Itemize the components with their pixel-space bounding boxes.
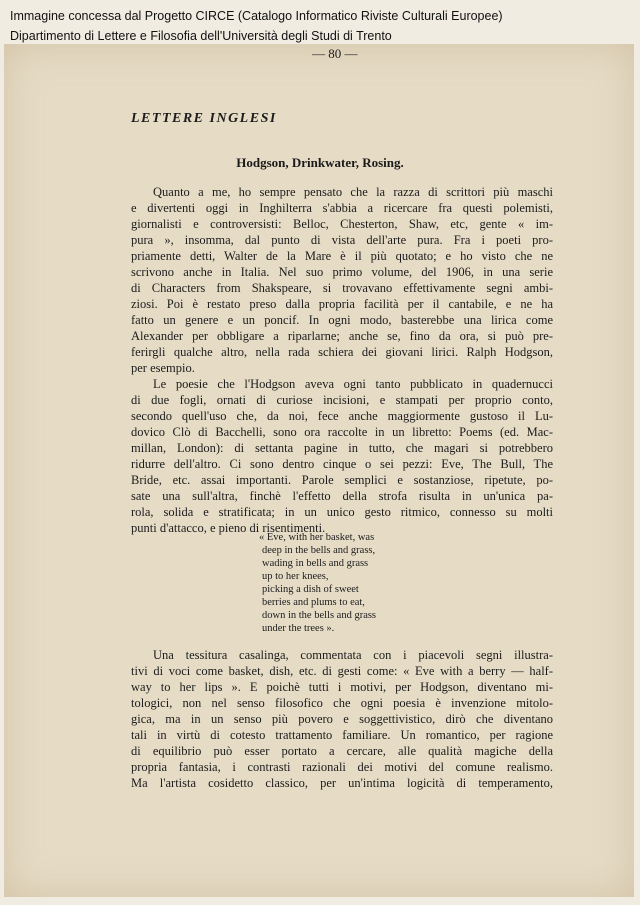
poem-line: « Eve, with her basket, was xyxy=(259,532,375,543)
paragraph-1-line: per esempio. xyxy=(131,361,195,375)
paragraph-1-line: scrivono anche in Italia. Nel suo primo volume, del 1906, in una serie xyxy=(131,265,553,279)
paragraph-2-line: rola, solida e stratificata; in un unico gesto ritmico, connesso su molti xyxy=(131,505,553,519)
paragraph-1-line: fatto un genere e un poncif. In ogni modo, basterebbe una lirica come xyxy=(131,313,553,327)
poem-line: picking a dish of sweet xyxy=(262,584,359,595)
paragraph-3-line: tologici, non nel senso filosofico che ogni poesia è invenzione mitolo- xyxy=(131,696,553,710)
paragraph-3-line: Ma l'artista cosidetto classico, per un'intima logicità di temperamento, xyxy=(131,776,553,790)
poem-line: berries and plums to eat, xyxy=(262,597,365,608)
section-title: LETTERE INGLESI xyxy=(131,111,277,126)
paragraph-1-line: ziosi. Poi è restato preso dalla propria facilità per il cantabile, e ne ha xyxy=(131,297,553,311)
paragraph-2-line: Le poesie che l'Hodgson aveva ogni tanto pubblicato in quadernucci xyxy=(153,377,553,391)
poem-line: under the trees ». xyxy=(262,623,335,634)
paragraph-1-line: Alexander per obbligare a riparlarne; anche se, fino da ora, si può pre- xyxy=(131,329,553,343)
paragraph-1-line: pura », insomma, dal punto di vista dell'arte pura. Fra i poeti pro- xyxy=(131,233,553,247)
poem-line: deep in the bells and grass, xyxy=(262,545,376,556)
paragraph-1-line: di Characters from Shakspeare, si trovavano effettivamente segni ambi- xyxy=(131,281,553,295)
paragraph-2-line: ridurre dell'altro. Ci sono dentro cinque o sei pezzi: Eve, The Bull, The xyxy=(131,457,553,471)
paragraph-1-line: giornalisti e controversisti: Belloc, Chesterton, Shaw, etc, gente « im- xyxy=(131,217,553,231)
paragraph-1-line: Quanto a me, ho sempre pensato che la razza di scrittori più maschi xyxy=(153,185,553,199)
paragraph-3-line: propria fantasia, i contrasti razionali dei motivi del comune realismo. xyxy=(131,760,553,774)
image-credit-line-2: Dipartimento di Lettere e Filosofia dell'Università degli Studi di Trento xyxy=(10,29,392,43)
image-credit-line-1: Immagine concessa dal Progetto CIRCE (Catalogo Informatico Riviste Culturali Europee) xyxy=(10,9,503,23)
paragraph-2-line: sate una sull'altra, finchè l'effetto della strofa risulta in un'unica pa- xyxy=(131,489,553,503)
page-number: — 80 — xyxy=(312,46,358,61)
paragraph-3-line: gica, ma in un senso più povero e soggettivistico, dirò che diventano xyxy=(131,712,553,726)
paragraph-2-line: millan, London): di settanta pagine in tutto, che magari si potrebbero xyxy=(131,441,553,455)
paragraph-2-line: punti d'attacco, e pieno di risentimenti. xyxy=(131,521,326,535)
paragraph-3-line: tali in virtù di cotesto trattamento familiare. Un romantico, per ragione xyxy=(131,728,553,742)
paragraph-3-line: Una tessitura casalinga, commentata con i piacevoli segni illustra- xyxy=(153,648,553,662)
article-title: Hodgson, Drinkwater, Rosing. xyxy=(236,155,404,170)
paragraph-1-line: e divertenti oggi in Inghilterra s'abbia a ricercare fra questi polemisti, xyxy=(131,201,553,215)
paragraph-2-line: Bride, etc. assai importanti. Parole semplici e sostanziose, ripetute, po- xyxy=(131,473,553,487)
paragraph-3-line: tivi di voci come basket, dish, etc. di gesti come: « Eve with a berry — half- xyxy=(131,664,553,678)
paragraph-2-line: di due fogli, ornati di curiose incisioni, e stampati per proprio conto, xyxy=(131,393,553,407)
paragraph-2-line: secondo quell'uso che, da noi, fece anche maggiormente gustoso il Lu- xyxy=(131,409,553,423)
paragraph-2-line: dovico Clò di Bacchelli, sono ora raccolte in un libretto: Poems (ed. Mac- xyxy=(131,425,553,439)
poem-line: down in the bells and grass xyxy=(262,610,377,621)
poem-line: wading in bells and grass xyxy=(262,558,369,569)
paragraph-1-line: priamente detti, Walter de la Mare è il più quotato; e ho visto che ne xyxy=(131,249,553,263)
poem-line: up to her knees, xyxy=(262,571,329,582)
paragraph-1-line: ferirgli qualche altro, nella rada schiera dei giovani lirici. Ralph Hodgson, xyxy=(131,345,553,359)
paragraph-3-line: way to her lips ». E poichè tutti i motivi, per Hodgson, diventano mi- xyxy=(131,680,553,694)
paragraph-3-line: di equilibrio può esser portato a cercare, alle qualità magiche della xyxy=(131,744,553,758)
